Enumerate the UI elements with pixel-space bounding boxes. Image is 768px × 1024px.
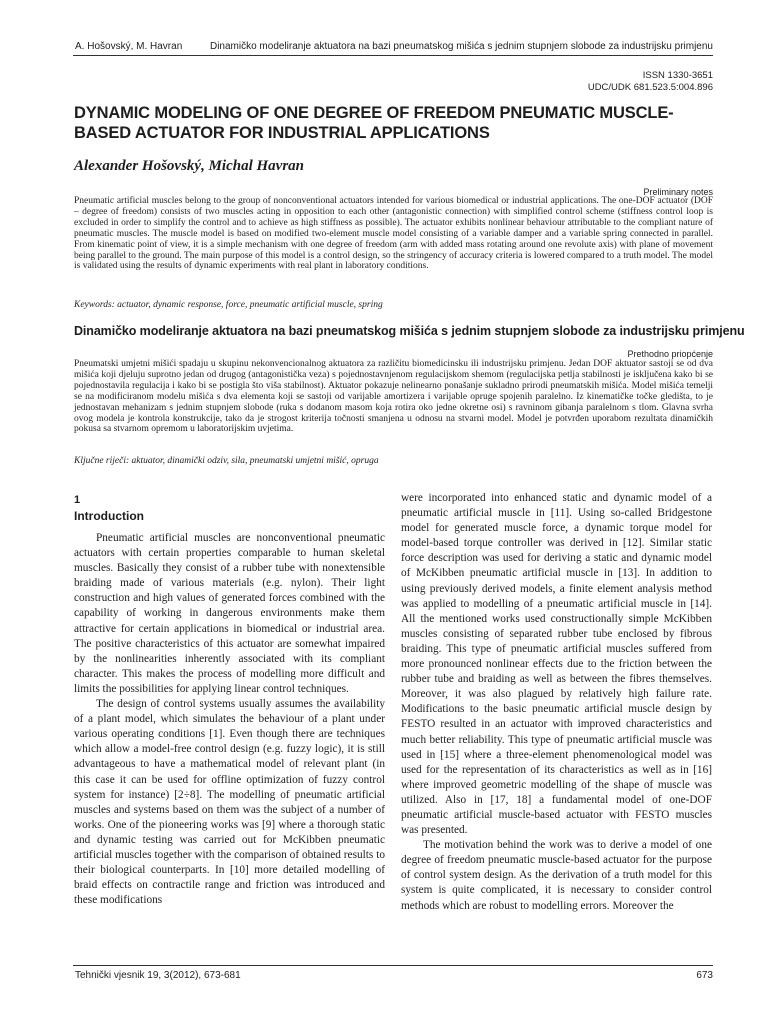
article-type-note-en: Preliminary notes [643, 187, 713, 197]
page-number: 673 [696, 970, 713, 981]
udc-number: UDC/UDK 681.523.5:004.896 [587, 82, 713, 93]
author-list: Alexander Hošovský, Michal Havran [74, 158, 305, 174]
journal-citation: Tehnički vjesnik 19, 3(2012), 673-681 [75, 970, 241, 981]
article-type-note-hr: Prethodno priopćenje [627, 349, 713, 359]
section-number: 1 [74, 494, 81, 506]
abstract-hr: Pneumatski umjetni mišići spadaju u skupinu nekonvencionalnog aktuatora za različitu biomedicinsku ili industrijsku primjenu. Jedan DOF aktuator sastoji se od dva mišića koji djeluju suprotno jedan od drugog (antagonistička veza) s pojednostavnjenom regulacijskom shemom (regulacijska petlja stabilnosti je isključena kako bi se pojednostavila regulacija i kako bi se postigla što viša stabilnost). Aktuator pokazuje nelinearno ponašanje sukladno prirodi pneumatskih mišića. Model mišića temelji se na modificiranom modelu mišića s dva elementa koji se sastoji od varijable amortizera i varijable opruge spojenih paralelno. Iz kinematičke točke gledišta, to je jednostavan mehanizam s jednim stupnjem slobode (ruka s dodanom masom koja rotira oko jedne okretne osi) s ravninom gibanja paralelnom s tlom. Glavna svrha ovog modela je kontrola konstrukcije, tako da je strogost kriterija točnosti smanjena u odnosu na stvarni model. Model je potvrđen uporabom rezultata dinamičkih pokusa sa stvarnom opremom u laboratorijskim uvjetima. [74, 359, 713, 435]
body-paragraph: The motivation behind the work was to derive a model of one degree of freedom pneumatic muscle-based actuator for the purpose of control system design. As the derivation of a truth model for this system is quite complicated, it is necessary to consider control methods which are robust to modelling errors. Moreover the [401, 839, 712, 912]
abstract-en: Pneumatic artificial muscles belong to the group of nonconventional actuators intended for various biomedical or industrial applications. The one-DOF actuator (DOF – degree of freedom) consists of two muscles acting in opposition to each other (antagonistic connection) with simplified control scheme (stiffness control loop is excluded in order to simplify the control and to achieve as high stiffness as possible). The actuator exhibits nonlinear behaviour attributable to the compliant nature of pneumatic muscles. The muscle model is based on modified two-element muscle model consisting of a variable damper and a variable spring connected in parallel. From kinematic point of view, it is a simple mechanism with one degree of freedom (arm with added mass rotating around one revolute axis) with plane of movement being parallel to the ground. The main purpose of this model is a control design, so the stringency of accuracy criteria is lowered compared to a truth model. The model is validated using the results of dynamic experiments with real plant in laboratory conditions. [74, 196, 713, 272]
section-title: Introduction [74, 509, 144, 523]
body-paragraph: Pneumatic artificial muscles are nonconventional pneumatic actuators with certain properties comparable to human skeletal muscles. Basically they consist of a rubber tube with nonextensible braiding made of various materials (e.g. nylon). Their light construction and high values of generated forces combined with the capability of working in dangerous environments make them attractive for certain applications in biomedical or industrial area. The positive characteristics of this actuator are somewhat impaired by the nonlinearities inherently associated with its compliant character. This makes the process of modelling more difficult and limits the possibilities for applying linear control techniques. [74, 532, 385, 695]
header-divider [73, 55, 713, 56]
footer-divider [73, 965, 713, 966]
croatian-title: Dinamičko modeliranje aktuatora na bazi pneumatskog mišića s jednim stupnjem slobode za industrijsku primjenu [74, 324, 745, 338]
running-header-title: Dinamičko modeliranje aktuatora na bazi pneumatskog mišića s jednim stupnjem slobode za industrijsku primjenu [209, 41, 713, 52]
body-column-left [74, 531, 385, 908]
keywords-en: Keywords: actuator, dynamic response, force, pneumatic artificial muscle, spring [74, 300, 383, 310]
body-paragraph: were incorporated into enhanced static and dynamic model of a pneumatic artificial muscle in [11]. Using so-called Bridgestone model for generated muscle force, a dynamic torque model for model-based torque controller was derived in [12]. Similar static force description was used for deriving a static and dynamic model of McKibben pneumatic artificial muscle in [13]. In addition to using previously derived models, a finite element analysis method was applied to modelling of a pneumatic artificial muscle in [14]. All the mentioned works used constructionally simple McKibben muscles consisting of separated rubber tube enclosed by fibrous braiding. This type of pneumatic artificial muscles suffered from more pronounced nonlinear effects due to the friction between the rubber tube and braiding as well as between the fibres themselves. Moreover, it was also plagued by relatively high failure rate. Modifications to the basic pneumatic artificial muscle design by FESTO resulted in an actuator with improved characteristics and much better reliability. This type of pneumatic artificial muscle was used in [15] where a three-element phenomenological model was used for the representation of its characteristics as well as in [16] where improved geometric modelling of the shape of muscle was utilized. Also in [17, 18] a fundamental model of one-DOF pneumatic artificial muscle-based actuator with FESTO muscles was presented. [401, 492, 712, 837]
paper-title: DYNAMIC MODELING OF ONE DEGREE OF FREEDOM PNEUMATIC MUSCLE-BASED ACTUATOR FOR INDUSTRIAL APPLICATIONS [74, 104, 674, 142]
body-column-right [401, 491, 712, 914]
identifier-block [588, 70, 713, 94]
running-header-authors: A. Hošovský, M. Havran [75, 41, 183, 52]
issn-number: ISSN 1330-3651 [642, 70, 713, 81]
body-paragraph: The design of control systems usually assumes the availability of a plant model, which simulates the behaviour of a plant under various operating conditions [1]. Even though there are techniques which allow a model-free control design (e.g. fuzzy logic), it is still advantageous to have a mathematical model of relevant plant (in this case it can be used for offline optimization of fuzzy control system for instance) [2÷8]. The modelling of pneumatic artificial muscles and systems based on them was the subject of a number of works. One of the pioneering works was [9] where a thorough static and dynamic testing was carried out for McKibben pneumatic artificial muscles together with the comparison of obtained results to their biological counterparts. In [10] more detailed modelling of braid effects on contractile range and friction was introduced and these modifications [74, 698, 385, 907]
keywords-hr: Ključne riječi: aktuator, dinamički odziv, sila, pneumatski umjetni mišić, opruga [74, 456, 379, 466]
